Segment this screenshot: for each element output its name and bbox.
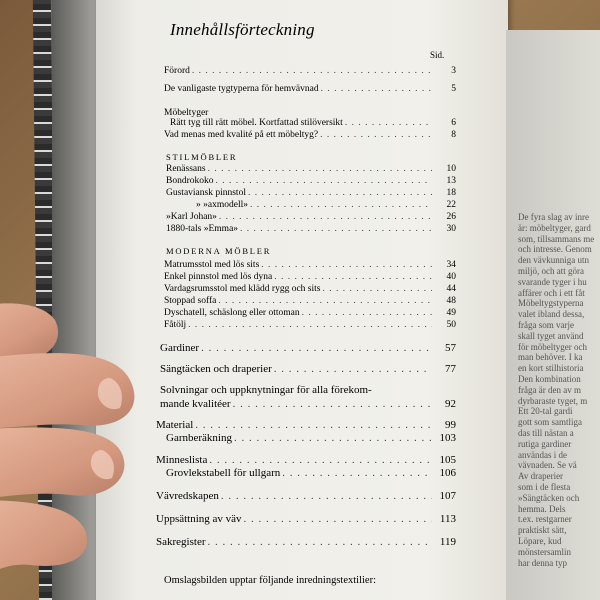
facing-page-text-line: praktiskt sätt, [518, 525, 567, 536]
toc-entry: Matrumsstol med lös sits . . . 34 [164, 260, 456, 270]
toc-entry-line: Solvningar och uppknytningar för alla förekom- [160, 384, 372, 396]
toc-entry: Vardagsrumsstol med klädd rygg och sits . . . 44 [164, 284, 456, 294]
facing-page-text-line: mönstersamlin [518, 546, 571, 557]
section-heading: MODERNA MÖBLER [166, 246, 272, 256]
facing-page-text-line: De fyra slag av inre [518, 212, 589, 222]
facing-page-text-line: Ett 20-tal gardi [518, 406, 573, 417]
facing-page-text-line: man behöver. I ka [518, 352, 583, 363]
hand-thumb [0, 300, 160, 600]
facing-page-text-line: t.ex. restgarner [518, 514, 572, 525]
facing-page-text-line: miljö, och att göra [518, 266, 584, 276]
toc-entry: Uppsättning av väv . . . 113 [156, 513, 456, 525]
facing-page-text-line: som i de flesta [518, 482, 571, 492]
toc-entry: Vävredskapen . . . 107 [156, 490, 456, 502]
facing-page-text-line: fråga är den av m [518, 384, 581, 395]
toc-entry: Minneslista . . . 105 [156, 454, 456, 466]
facing-page-text-line: das till nästan a [518, 428, 574, 438]
facing-page-text-line: som, tillsammans me [518, 233, 595, 244]
toc-entry: Garnberäkning . . . 103 [166, 432, 456, 444]
facing-page-text-line: gott som samtliga [518, 417, 582, 428]
toc-entry: Stoppad soffa . . . 48 [164, 296, 456, 306]
facing-page-text-line: användas i de [518, 449, 567, 460]
facing-page [506, 30, 600, 600]
toc-entry: 1880-tals »Emma» . . . 30 [166, 224, 456, 234]
toc-entry: mande kvalitéer . . . 92 [160, 398, 456, 410]
facing-page-text-line: affärer och i ett fåt [518, 287, 585, 298]
toc-entry: Fåtölj . . . 50 [164, 320, 456, 330]
facing-page-text-line: en kort stilhistoria [518, 363, 584, 374]
toc-entry: Vad menas med kvalité på ett möbeltyg? . . . 8 [164, 130, 456, 140]
toc-entry: »Karl Johan» . . . 26 [166, 212, 456, 222]
facing-page-text-line: har denna typ [518, 557, 567, 568]
toc-entry: De vanligaste tygtyperna för hemvävnad . . . 5 [164, 84, 456, 94]
toc-entry: Sakregister . . . 119 [156, 536, 456, 548]
section-heading: STILMÖBLER [166, 152, 238, 162]
toc-entry: Bondrokoko . . . 13 [166, 176, 456, 186]
toc-entry: Förord . . . 3 [164, 66, 456, 76]
toc-entry: Dyschatell, schäslong eller ottoman . . . 49 [164, 308, 456, 318]
toc-entry: » »axmodell» . . . 22 [196, 200, 456, 210]
facing-page-text-line: Den kombination [518, 374, 581, 384]
toc-entry: Gustaviansk pinnstol . . . 18 [166, 188, 456, 198]
facing-page-text-line: Löpare, kud [518, 536, 562, 546]
toc-entry: Enkel pinnstol med lös dyna . . . 40 [164, 272, 456, 282]
facing-page-text-line: och intresse. Genom [518, 244, 592, 255]
toc-heading: Möbeltyger [164, 108, 209, 118]
facing-page-text-line: Möbeltygstyperna [518, 298, 584, 309]
toc-entry: Rätt tyg till rätt möbel. Kortfattad stilöversikt . . . 6 [170, 118, 456, 128]
facing-page-text-line: för möbeltyger och [518, 341, 587, 352]
facing-page-text-line: rutiga gardiner [518, 438, 572, 449]
toc-entry: Sängtäcken och draperier . . . 77 [160, 363, 456, 375]
facing-page-text-line: den vävkunniga utn [518, 255, 589, 266]
facing-page-text-line: svarande tyger i hu [518, 276, 587, 287]
toc-entry: Gardiner . . . 57 [160, 342, 456, 354]
page-column-header: Sid. [430, 50, 445, 60]
facing-page-text-line: är: möbeltyger, gard [518, 222, 591, 233]
facing-page-text-line: vävnaden. Se vä [518, 460, 577, 471]
toc-entry: Material . . . 99 [156, 419, 456, 431]
toc-entry: Renässans . . . 10 [166, 164, 456, 174]
facing-page-text-line: dyrbaraste tyget, m [518, 395, 588, 406]
footer-caption: Omslagsbilden upptar följande inredningstextilier: [164, 575, 376, 586]
facing-page-text-line: fråga som varje [518, 320, 574, 330]
page-title: Innehållsförteckning [170, 20, 315, 39]
facing-page-text-line: skall tyget använd [518, 330, 584, 341]
facing-page-text-line: hemma. Dels [518, 503, 566, 514]
facing-page-text-line: Av draperier [518, 471, 564, 482]
toc-entry: Grovlekstabell för ullgarn . . . 106 [166, 467, 456, 479]
facing-page-text-line: »Sängtäcken och [518, 492, 580, 503]
facing-page-text-line: valet ibland dessa, [518, 309, 585, 320]
